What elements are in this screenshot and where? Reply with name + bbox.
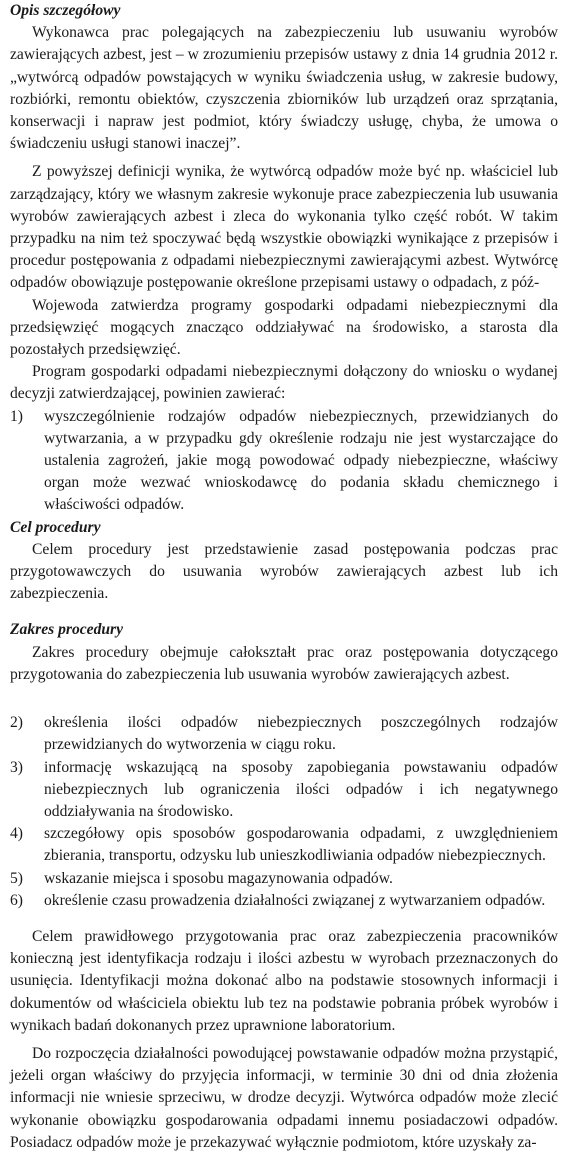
paragraph-wykonawca: Wykonawca prac polegających na zabezpieczeniu lub usuwaniu wyrobów zawierających azbest, jest – w zrozumieniu przepisów ustawy z dnia 14 grudnia 2012 r. „wytwórcą odpadów powstających w wyniku świadczenia usług, w zakresie budowy, rozbiórki, remontu obiektów, czyszczenia zbiorników lub urządzeń oraz sprzątania, konserwacji i napraw jest podmiot, który świadczy usługę, chyba, że umowa o świadczeniu usługi stanowi inaczej”.: [10, 24, 558, 153]
list-item-text: informację wskazującą na sposoby zapobiegania powstawaniu odpadów niebezpiecznych lub ograniczenia ilości odpadów i ich negatywnego oddziaływania na środowisko.: [44, 758, 558, 820]
list-item-text: wskazanie miejsca i sposobu magazynowania odpadów.: [44, 869, 393, 887]
list-item-text: wyszczególnienie rodzajów odpadów niebezpiecznych, przewidzianych do wytwarzania, a w przypadku gdy określenie rodzaju nie jest wystarczające do ustalenia zagrożeń, jakie mogą powodować odpady niebezpieczne, właściwy organ może wezwać wnioskodawcę do podania składu chemicznego i właściwości odpadów.: [44, 407, 558, 514]
paragraph-program: Program gospodarki odpadami niebezpiecznymi dołączony do wniosku o wydanej decyzji zatwierdzającej, powinien zawierać:: [10, 363, 558, 403]
paragraph-definicja: Z powyższej definicji wynika, że wytwórcą odpadów może być np. właściciel lub zarządzający, który we własnym zakresie wykonuje prace zabezpieczenia lub usuwania wyrobów zawierających azbest i zleca do wykonania tylko część robót. W takim przypadku na nim też spoczywać będą wszystkie obowiązki wynikające z przepisów i procedur postępowania z odpadami niebezpiecznymi zawierającymi azbest. Wytwórcę odpadów obowiązuje postępowanie określone przepisami ustawy o odpadach, z póź-: [10, 163, 558, 292]
program-requirements-list: [10, 406, 558, 517]
list-item: [10, 890, 558, 912]
list-item-number: 3): [10, 758, 23, 776]
section-heading-zakres: Zakres procedury: [10, 621, 124, 639]
section-heading-cel: Cel procedury: [10, 518, 101, 536]
list-item-number: 5): [10, 869, 23, 887]
paragraph-zakres: Zakres procedury obejmuje całokształt prac oraz postępowania dotyczącego przygotowania do zabezpieczenia lub usuwania wyrobów zawierających azbest.: [10, 643, 558, 683]
list-item-text: określenie czasu prowadzenia działalności związanej z wytwarzaniem odpadów.: [44, 891, 546, 909]
list-item-number: 1): [10, 407, 23, 425]
list-item: [10, 757, 558, 824]
paragraph-cel: Celem procedury jest przedstawienie zasad postępowania podczas prac przygotowawczych do usuwania wyrobów zawierających azbest lub ich zabezpieczenia.: [10, 540, 558, 603]
program-requirements-list-continued: [10, 712, 558, 912]
list-item-number: 6): [10, 891, 23, 909]
list-item: [10, 406, 558, 517]
list-item-text: szczegółowy opis sposobów gospodarowania odpadami, z uwzględnieniem zbierania, transportu, odzysku lub unieszkodliwiania odpadów niebezpiecznych.: [44, 825, 558, 865]
list-item-number: 2): [10, 714, 23, 732]
section-heading-opis: Opis szczegółowy: [10, 2, 121, 19]
list-item: [10, 823, 558, 867]
list-item-number: 4): [10, 825, 23, 843]
paragraph-identyfikacja: Celem prawidłowego przygotowania prac oraz zabezpieczenia pracowników konieczną jest identyfikacja rodzaju i ilości azbestu w wyrobach przeznaczonych do usunięcia. Identyfikacji można dokonać albo na podstawie stosownych informacji i dokumentów od właściciela obiektu lub tez na podstawie pobrania próbek wyrobów i wynikach badań dokonanych przez uprawnione laboratorium.: [10, 927, 558, 1034]
list-item: [10, 712, 558, 756]
list-item: [10, 868, 558, 890]
paragraph-wojewoda: Wojewoda zatwierdza programy gospodarki odpadami niebezpiecznymi dla przedsięwzięć mogących znacząco oddziaływać na środowisko, a starosta dla pozostałych przedsięwzięć.: [10, 296, 558, 359]
paragraph-rozpoczecie: Do rozpoczęcia działalności powodującej powstawanie odpadów można przystąpić, jeżeli organ właściwy do przyjęcia informacji, w terminie 30 dni od dnia złożenia informacji nie wniesie sprzeciwu, w drodze decyzji. Wytwórca odpadów może zlecić wykonanie obowiązku gospodarowania odpadami innemu posiadaczowi odpadów. Posiadacz odpadów może je przekazywać wyłącznie podmiotom, które uzyskały za-: [10, 1044, 558, 1151]
list-item-text: określenia ilości odpadów niebezpiecznych poszczególnych rodzajów przewidzianych do wytworzenia w ciągu roku.: [44, 714, 558, 754]
